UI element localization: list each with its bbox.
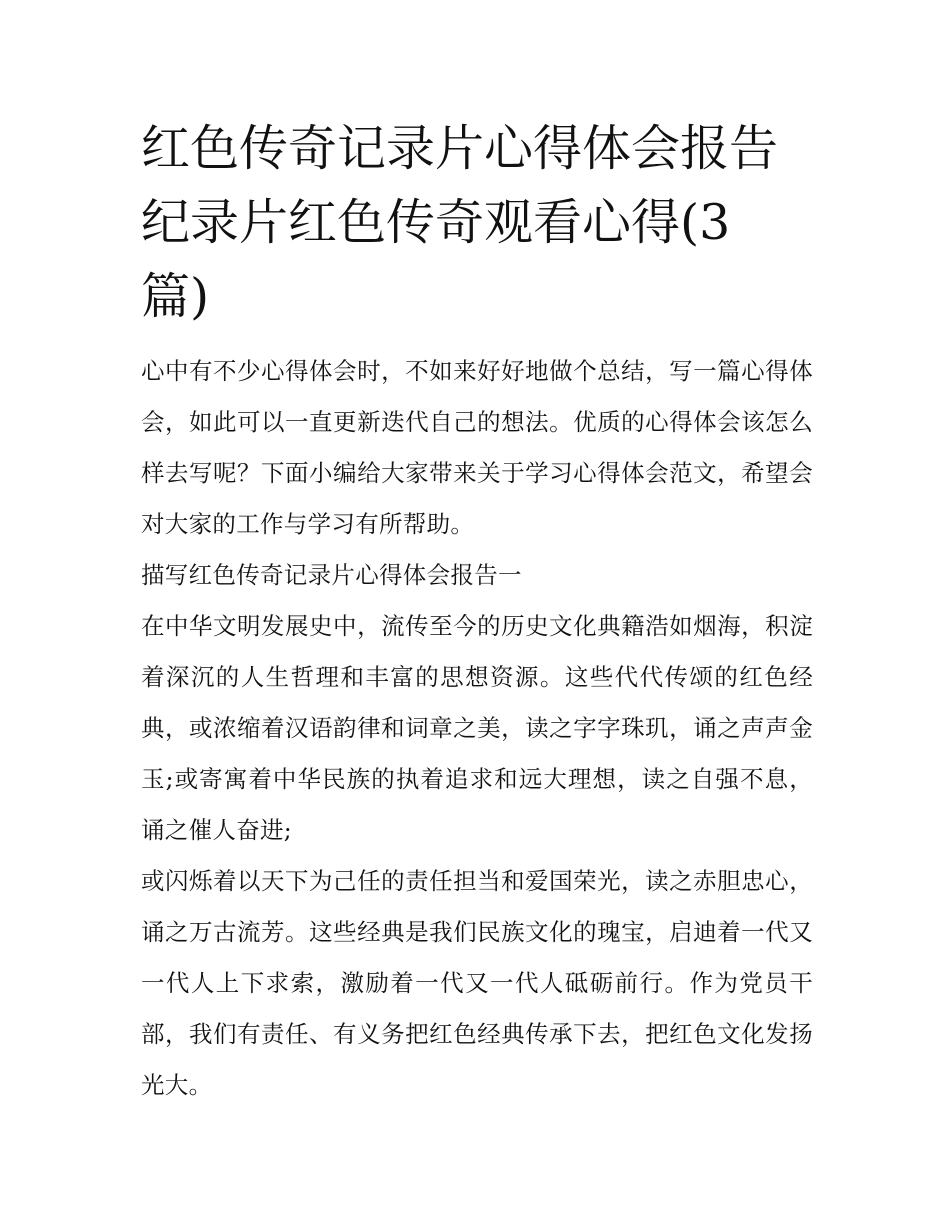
body-paragraph-2: 或闪烁着以天下为己任的责任担当和爱国荣光，读之赤胆忠心，诵之万古流芳。这些经典是我们民族文化的瑰宝，启迪着一代又一代人上下求索，激励着一代又一代人砥砺前行。作为党员干部，我们有责任、有义务把红色经典传承下去，把红色文化发扬光大。: [141, 867, 813, 1099]
document-body: [141, 346, 813, 1111]
document-title: [141, 112, 801, 334]
document-page: [141, 112, 813, 1111]
intro-paragraph: 心中有不少心得体会时，不如来好好地做个总结，写一篇心得体会，如此可以一直更新迭代自己的想法。优质的心得体会该怎么样去写呢？下面小编给大家带来关于学习心得体会范文，希望会对大家的工作与学习有所帮助。: [141, 357, 813, 538]
section-heading: 描写红色传奇记录片心得体会报告一: [141, 561, 522, 589]
title-line-3: 篇): [141, 268, 210, 325]
title-line-1: 红色传奇记录片心得体会报告: [141, 120, 779, 177]
body-paragraph-1: 在中华文明发展史中，流传至今的历史文化典籍浩如烟海，积淀着深沉的人生哲理和丰富的思想资源。这些代代传颂的红色经典，或浓缩着汉语韵律和词章之美，读之字字珠玑，诵之声声金玉;或寄寓着中华民族的执着追求和远大理想，读之自强不息，诵之催人奋进;: [141, 612, 813, 844]
title-line-2: 纪录片红色传奇观看心得(3: [141, 194, 731, 251]
